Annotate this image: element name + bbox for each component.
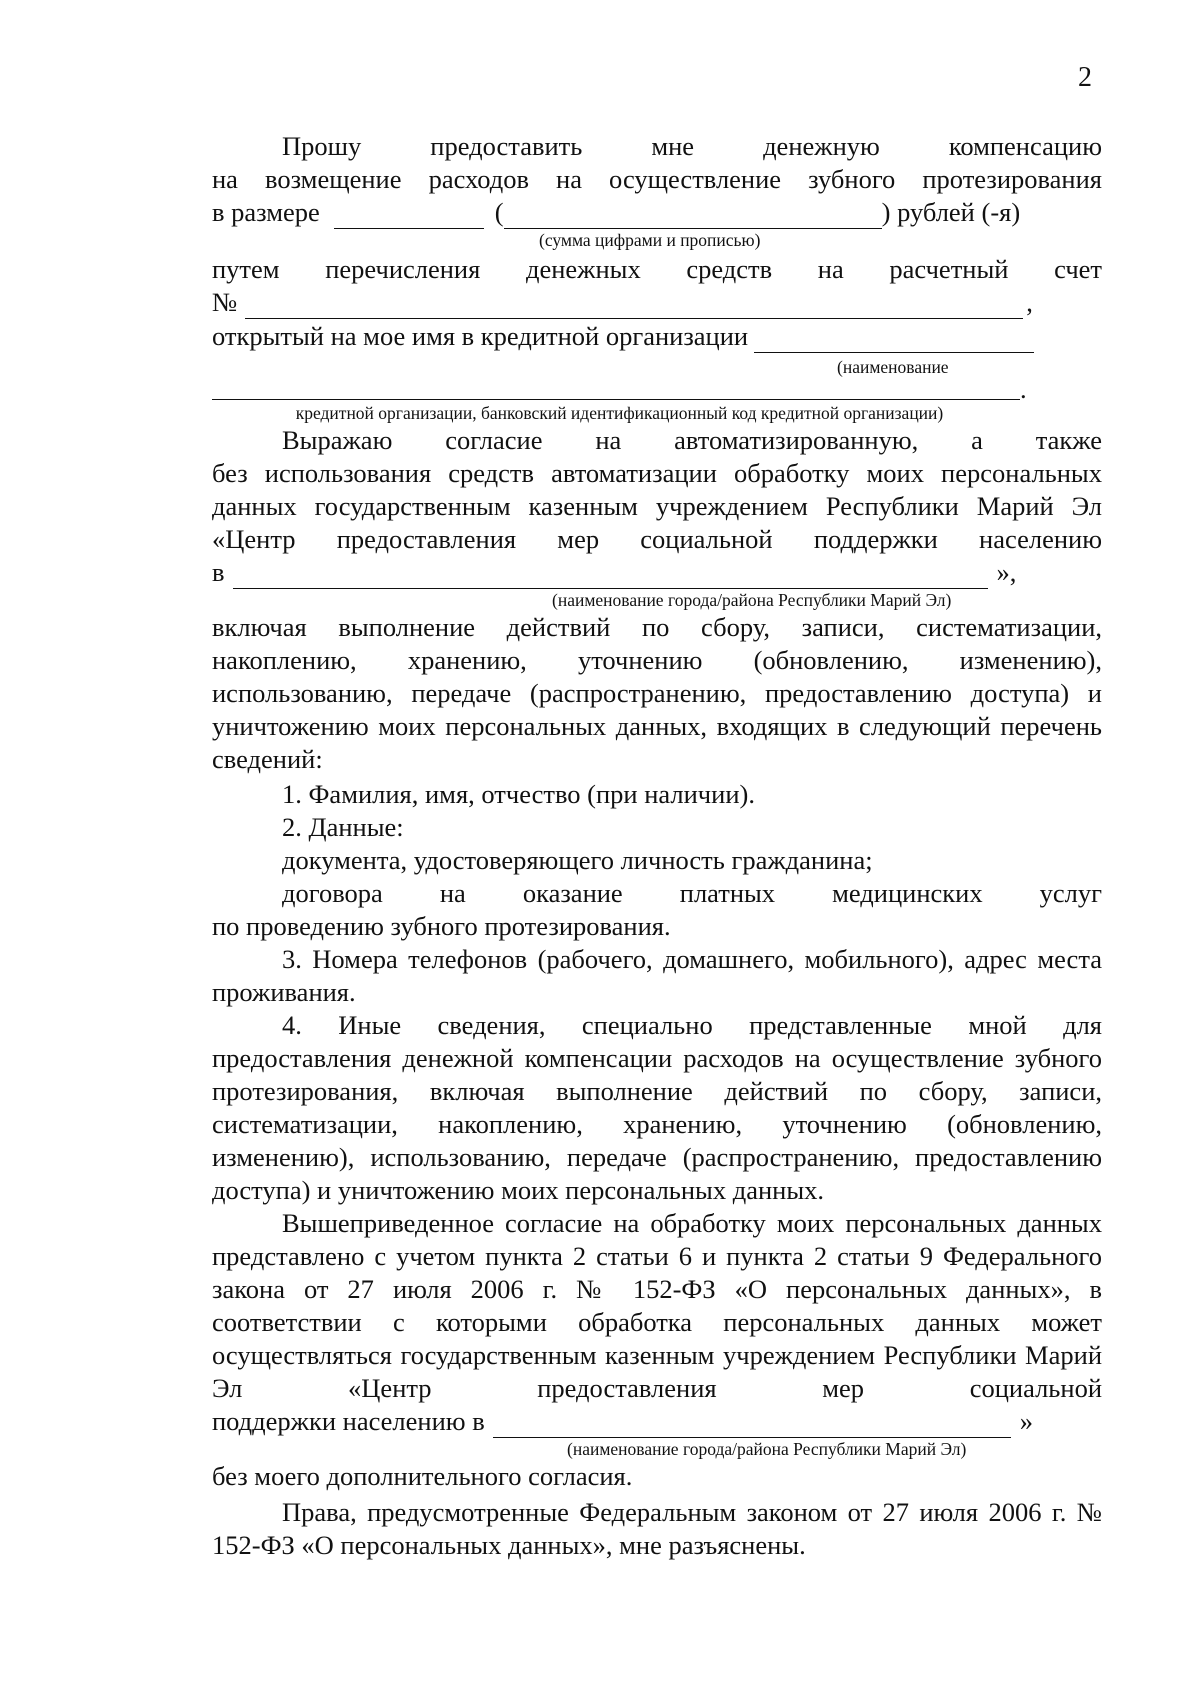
item-2b-line-2: по проведению зубного протезирования. bbox=[212, 911, 671, 941]
item-2a: документа, удостоверяющего личность гражданина; bbox=[282, 845, 873, 875]
law-tail: без моего дополнительного согласия. bbox=[212, 1461, 633, 1491]
amount-open: ( bbox=[494, 197, 504, 227]
account-prefix: № bbox=[212, 287, 238, 317]
law-city-row bbox=[212, 1405, 1102, 1438]
item-4: 4. Иные сведения, специально представленные мной для предоставления денежной компенсации расходов на осуществление зубного протезирования, включая выполнение действий по сбору, записи, систематизации, накоплению, хранению, уточнению (обновлению, изменению), использованию, передаче (распространению, предоставлению доступа) и уничтожению моих персональных данных. bbox=[212, 1010, 1102, 1205]
consent-city-blank[interactable] bbox=[233, 563, 988, 589]
consent-city-suffix: », bbox=[996, 557, 1017, 587]
amount-row bbox=[212, 196, 1102, 229]
bank-prefix: открытый на мое имя в кредитной организации bbox=[212, 321, 749, 351]
bank-caption-2: кредитной организации, банковский идентификационный код кредитной организации) bbox=[295, 403, 944, 423]
amount-prefix: в размере bbox=[212, 197, 320, 227]
item-2: 2. Данные: bbox=[282, 812, 404, 842]
bank-row-2 bbox=[212, 374, 1102, 404]
rights-text: Права, предусмотренные Федеральным законом от 27 июля 2006 г. № 152-ФЗ «О персональных данных», мне разъяснены. bbox=[212, 1497, 1102, 1560]
account-row bbox=[212, 286, 1102, 319]
page-number: 2 bbox=[1078, 62, 1092, 93]
bank-name-blank-2[interactable] bbox=[212, 381, 1020, 400]
law-text: Вышеприведенное согласие на обработку моих персональных данных представлено с учетом пункта 2 статьи 6 и пункта 2 статьи 9 Федерального закона от 27 июля 2006 г. № 152-ФЗ «О персональных данных», в соответствии с которыми обработка персональных данных может осуществляться государственным казенным учреждением Республики Марий Эл «Центр предоставления мер социальной bbox=[212, 1208, 1102, 1403]
account-number-blank[interactable] bbox=[245, 293, 1023, 319]
amount-words-blank[interactable] bbox=[504, 203, 882, 229]
bank-row bbox=[212, 320, 1102, 353]
item-3: 3. Номера телефонов (рабочего, домашнего, мобильного), адрес места проживания. bbox=[212, 944, 1102, 1007]
amount-suffix: ) рублей (-я) bbox=[881, 197, 1021, 227]
item-1: 1. Фамилия, имя, отчество (при наличии). bbox=[282, 779, 755, 809]
compensation-line-1: Прошу предоставить мне денежную компенсацию bbox=[282, 131, 1102, 161]
law-city-suffix: » bbox=[1019, 1406, 1033, 1436]
consent-line-3: включая выполнение действий по сбору, записи, систематизации, накоплению, хранению, уточнению (обновлению, изменению), использованию, передаче (распространению, предоставлению доступа) и уничтожению моих персональных данных, входящих в следующий перечень сведений: bbox=[212, 612, 1102, 774]
consent-line-2: без использования средств автоматизации обработку моих персональных данных государственным казенным учреждением Республики Марий Эл «Центр предоставления мер социальной поддержки населению bbox=[212, 458, 1102, 554]
transfer-line: путем перечисления денежных средств на расчетный счет bbox=[212, 254, 1102, 284]
account-suffix: , bbox=[1026, 287, 1033, 317]
bank-end: . bbox=[1020, 374, 1027, 404]
amount-caption: (сумма цифрами и прописью) bbox=[539, 230, 761, 250]
consent-city-caption: (наименование города/района Республики Марий Эл) bbox=[552, 590, 952, 610]
consent-line-1: Выражаю согласие на автоматизированную, а также bbox=[282, 425, 1102, 455]
amount-digits-blank[interactable] bbox=[334, 203, 484, 229]
compensation-line-2: на возмещение расходов на осуществление зубного протезирования bbox=[212, 164, 1102, 194]
item-2b-line-1: договора на оказание платных медицинских услуг bbox=[282, 878, 1102, 908]
law-city-blank[interactable] bbox=[493, 1412, 1011, 1438]
consent-city-row bbox=[212, 556, 1102, 589]
bank-name-blank-1[interactable] bbox=[754, 327, 1034, 353]
law-city-prefix: поддержки населению в bbox=[212, 1406, 485, 1436]
bank-caption-1: (наименование bbox=[837, 357, 949, 377]
law-city-caption: (наименование города/района Республики Марий Эл) bbox=[567, 1439, 967, 1459]
consent-city-prefix: в bbox=[212, 557, 225, 587]
document-page bbox=[212, 130, 1102, 1562]
